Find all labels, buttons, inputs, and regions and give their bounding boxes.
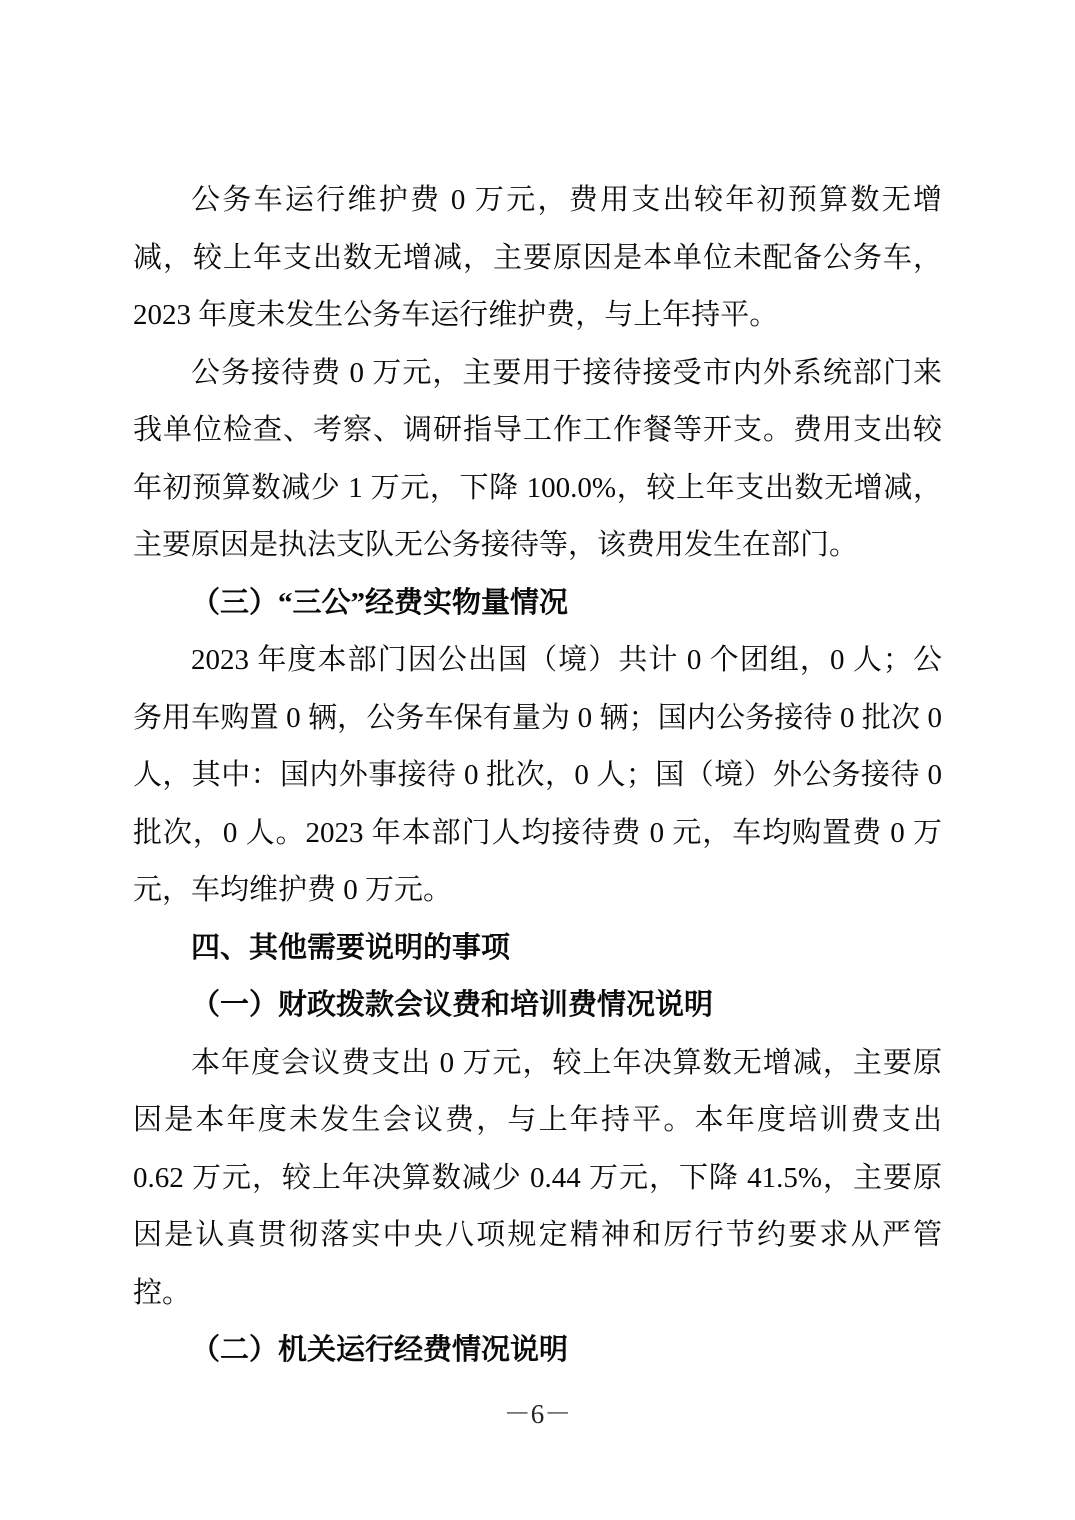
heading-meeting-training-fees: （一）财政拨款会议费和培训费情况说明 <box>191 989 714 1021</box>
heading-agency-operating-expense: （二）机关运行经费情况说明 <box>191 1334 569 1366</box>
paragraph-official-vehicle-maintenance: 公务车运行维护费 0 万元，费用支出较年初预算数无增减，较上年支出数无增减，主要原因是本单位未配备公务车，2023 年度未发生公务车运行维护费，与上年持平。 <box>133 184 942 331</box>
heading-other-matters: 四、其他需要说明的事项 <box>191 931 511 964</box>
heading-three-public-funds-physical-quantity: （三）“三公”经费实物量情况 <box>191 586 569 619</box>
paragraph-meeting-training-fee-details: 本年度会议费支出 0 万元，较上年决算数无增减，主要原因是本年度未发生会议费，与上年持平。本年度培训费支出 0.62 万元，较上年决算数减少 0.44 万元，下降 41.5%，主要原因是认真贯彻落实中央八项规定精神和厉行节约要求从严管控。 <box>133 1046 942 1309</box>
document-body <box>133 172 942 1380</box>
page-number: －6－ <box>503 1399 572 1429</box>
paragraph-physical-quantity-details: 2023 年度本部门因公出国（境）共计 0 个团组，0 人；公务用车购置 0 辆，公务车保有量为 0 辆；国内公务接待 0 批次 0 人，其中：国内外事接待 0 批次，0 人；国（境）外公务接待 0 批次，0 人。2023 年本部门人均接待费 0 元，车均购置费 0 万元，车均维护费 0 万元。 <box>133 644 942 906</box>
paragraph-official-reception-expense: 公务接待费 0 万元，主要用于接待接受市内外系统部门来我单位检查、考察、调研指导工作工作餐等开支。费用支出较年初预算数减少 1 万元，下降 100.0%，较上年支出数无增减，主要原因是执法支队无公务接待等，该费用发生在部门。 <box>133 356 942 561</box>
